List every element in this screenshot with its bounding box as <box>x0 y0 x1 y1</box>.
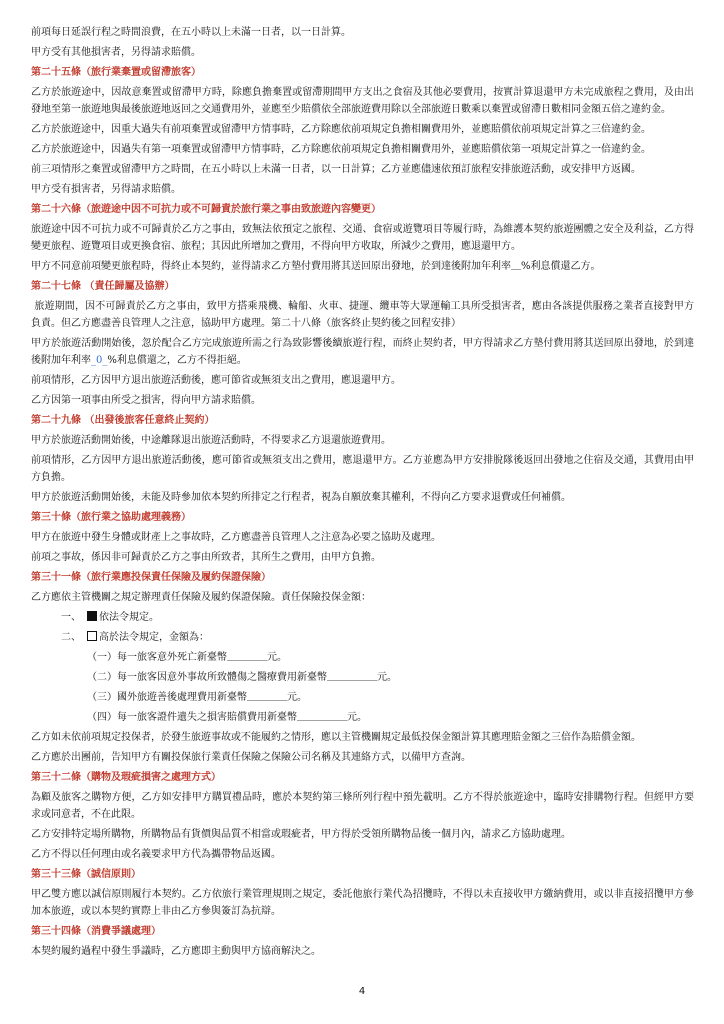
paragraph: 乙方不得以任何理由或名義要求甲方代為攜帶物品返國。 <box>31 849 281 860</box>
paragraph: 前項每日延誤行程之時間浪費，在五小時以上未滿一日者，以一日計算。 <box>31 27 351 38</box>
paragraph: 乙方於旅遊途中，因重大過失有前項棄置或留滯甲方情事時，乙方除應依前項規定負擔相關費用外，並應賠償依前項規定計算之三倍違約金。 <box>31 124 651 135</box>
paragraph: 本契約履約過程中發生爭議時，乙方應即主動與甲方協商解決之。 <box>31 946 321 957</box>
interest-rate-value: _0_ <box>91 355 108 366</box>
paragraph: 乙方於旅遊途中，因過失有第一項棄置或留滯甲方情事時，乙方除應依前項規定負擔相關費用外，並應賠償依第一項規定計算之一倍違約金。 <box>31 144 651 155</box>
paragraph-text: %利息償還之，乙方不得拒絕。 <box>107 355 247 366</box>
paragraph-text: 旅遊期間，因不可歸責於乙方之事由，致甲方搭乘飛機、輪船、火車、捷運、纜車等大眾運輸工具所受損害者，應由各該提供服務之業者直接對甲方負責。但乙方應盡善良管理人之注意，協助甲方處理。第二十八條（旅客終止契約後之回程安排） <box>31 301 695 329</box>
unchecked-checkbox-icon[interactable] <box>87 631 97 641</box>
option-number: 二、 <box>61 632 81 643</box>
paragraph <box>31 335 694 369</box>
article-heading-33: 第三十三條（誠信原則） <box>31 869 141 880</box>
insurance-sub-item: （四）每一旅客證件遺失之損害賠償費用新臺幣＿＿＿＿＿元。 <box>87 712 367 723</box>
option-label: 高於法令規定，金額為： <box>99 632 209 643</box>
paragraph-text: 甲方於旅遊活動開始後，忽於配合乙方完成旅遊所需之行為致影響後續旅遊行程，而終止契約者，甲方得請求乙方墊付費用將其送回原出發地，於到達後附加年利率 <box>31 338 694 366</box>
insurance-sub-item: （一）每一旅客意外死亡新臺幣＿＿＿＿元。 <box>87 652 287 663</box>
page-number: 4 <box>358 986 366 997</box>
article-heading-27: 第二十七條 （責任歸屬及協辦） <box>31 281 175 292</box>
paragraph: 甲方於旅遊活動開始後，未能及時參加依本契約所排定之行程者，視為自願放棄其權利，不得向乙方要求退費或任何補償。 <box>31 492 571 503</box>
paragraph: 甲方不同意前項變更旅程時，得終止本契約，並得請求乙方墊付費用將其送回原出發地，於到達後附加年利率＿%利息償還乙方。 <box>31 261 601 272</box>
paragraph: 前三項情形之棄置或留滯甲方之時間，在五小時以上未滿一日者，以一日計算；乙方並應儘速依預訂旅程安排旅遊活動，或安排甲方返國。 <box>31 164 641 175</box>
paragraph <box>31 298 694 332</box>
article-heading-30: 第三十條（旅行業之協助處理義務） <box>31 512 191 523</box>
paragraph: 前項之事故，係因非可歸責於乙方之事由所致者，其所生之費用，由甲方負擔。 <box>31 552 381 563</box>
paragraph: 乙方應依主管機關之規定辦理責任保險及履約保證保險。責任保險投保金額： <box>31 592 371 603</box>
option-label: 依法令規定。 <box>99 612 159 623</box>
paragraph: 甲方於旅遊活動開始後，中途離隊退出旅遊活動時，不得要求乙方退還旅遊費用。 <box>31 435 391 446</box>
paragraph: 甲方受有損害者，另得請求賠償。 <box>31 184 181 195</box>
insurance-option-1 <box>31 609 694 626</box>
paragraph: 前項情形，乙方因甲方退出旅遊活動後，應可節省或無須支出之費用，應退還甲方。乙方並應為甲方安排脫隊後返回出發地之住宿及交通，其費用由甲方負擔。 <box>31 455 694 483</box>
paragraph: 甲乙雙方應以誠信原則履行本契約。乙方依旅行業管理規則之規定，委託他旅行業代為招攬時，不得以未直接收甲方繳納費用，或以非直接招攬甲方參加本旅遊，或以本契約實際上非由乙方參與簽訂為抗辯。 <box>31 889 694 917</box>
article-heading-31: 第三十一條（旅行業應投保責任保險及履約保證保險） <box>31 572 271 583</box>
paragraph: 乙方於旅遊途中，因故意棄置或留滯甲方時，除應負擔棄置或留滯期間甲方支出之食宿及其他必要費用，按實計算退還甲方未完成旅程之費用，及由出發地至第一旅遊地與最後旅遊地返回之交通費用外，並應至少賠償依全部旅遊費用除以全部旅遊日數乘以棄置或留滯日數相同金額五倍之違約金。 <box>31 87 694 115</box>
option-number: 一、 <box>61 612 81 623</box>
insurance-sub-item: （三）國外旅遊善後處理費用新臺幣＿＿＿＿元。 <box>87 692 307 703</box>
paragraph: 旅遊途中因不可抗力或不可歸責於乙方之事由，致無法依預定之旅程、交通、食宿或遊覽項目等履行時，為維護本契約旅遊團體之安全及利益，乙方得變更旅程、遊覽項目或更換食宿、旅程；其因此所增加之費用，不得向甲方收取，所減少之費用，應退還甲方。 <box>31 224 694 252</box>
paragraph: 乙方如未依前項規定投保者，於發生旅遊事故或不能履約之情形，應以主管機關規定最低投保金額計算其應理賠金額之三倍作為賠償金額。 <box>31 732 641 743</box>
paragraph: 為顧及旅客之購物方便，乙方如安排甲方購買禮品時，應於本契約第三條所列行程中預先載明。乙方不得於旅遊途中，臨時安排購物行程。但經甲方要求或同意者，不在此限。 <box>31 792 694 820</box>
insurance-sub-item: （二）每一旅客因意外事故所致體傷之醫療費用新臺幣＿＿＿＿＿元。 <box>87 672 397 683</box>
paragraph: 乙方安排特定場所購物，所購物品有貨價與品質不相當或瑕疵者，甲方得於受領所購物品後一個月內，請求乙方協助處理。 <box>31 829 571 840</box>
paragraph: 乙方因第一項事由所受之損害，得向甲方請求賠償。 <box>31 395 261 406</box>
paragraph: 甲方在旅遊中發生身體或財產上之事故時，乙方應盡善良管理人之注意為必要之協助及處理。 <box>31 532 441 543</box>
checked-checkbox-icon[interactable] <box>87 611 97 621</box>
article-heading-29: 第二十九條 （出發後旅客任意終止契約） <box>31 415 215 426</box>
article-heading-34: 第三十四條（消費爭議處理） <box>31 926 161 937</box>
article-heading-26: 第二十六條（旅遊途中因不可抗力或不可歸責於旅行業之事由致旅遊內容變更） <box>31 204 381 215</box>
paragraph: 乙方應於出團前，告知甲方有關投保旅行業責任保險之保險公司名稱及其連絡方式，以備甲方查詢。 <box>31 752 471 763</box>
article-heading-25: 第二十五條（旅行業棄置或留滯旅客） <box>31 67 201 78</box>
article-heading-32: 第三十二條（購物及瑕疵損害之處理方式） <box>31 772 221 783</box>
paragraph: 前項情形，乙方因甲方退出旅遊活動後，應可節省或無須支出之費用，應退還甲方。 <box>31 375 401 386</box>
paragraph: 甲方受有其他損害者，另得請求賠償。 <box>31 47 201 58</box>
insurance-option-2 <box>31 629 694 646</box>
